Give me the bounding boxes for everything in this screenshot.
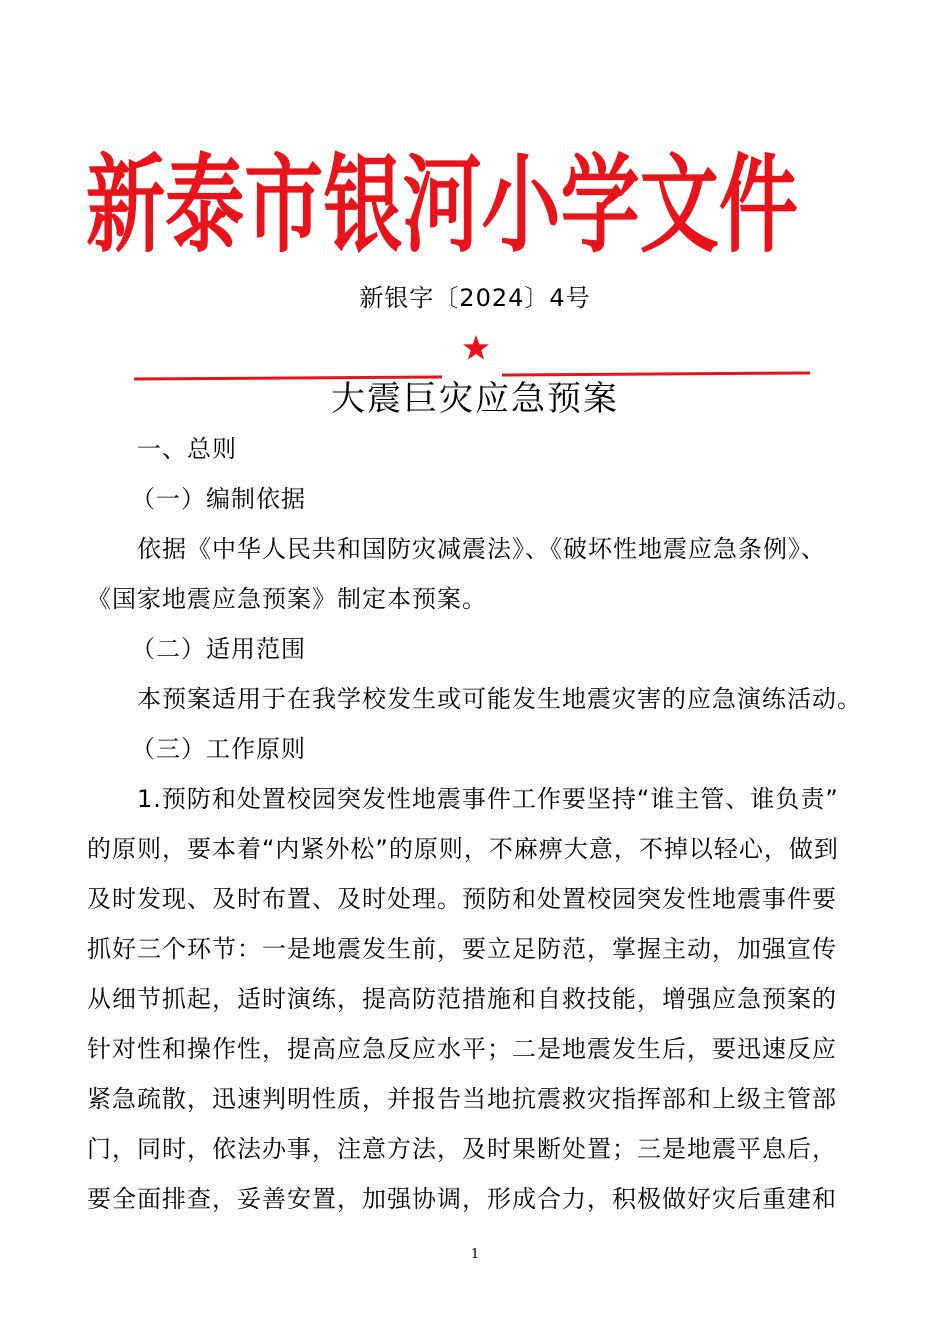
paragraph-line: 门，同时，依法办事，注意方法，及时果断处置；三是地震平息后， bbox=[87, 1135, 837, 1163]
paragraph-line: 《国家地震应急预案》制定本预案。 bbox=[87, 585, 487, 613]
paragraph-line: 要全面排查，妥善安置，加强协调，形成合力，积极做好灾后重建和 bbox=[87, 1185, 837, 1213]
paragraph-line: 从细节抓起，适时演练，提高防范措施和自救技能，增强应急预案的 bbox=[87, 985, 837, 1013]
paragraph-line: 抓好三个环节：一是地震发生前，要立足防范，掌握主动，加强宣传 bbox=[87, 935, 837, 963]
section-heading-general: 一、总则 bbox=[137, 435, 237, 463]
red-star-icon bbox=[462, 334, 490, 362]
subsection-heading-principles: （三）工作原则 bbox=[131, 735, 306, 763]
document-number: 新银字〔2024〕4号 bbox=[359, 284, 591, 312]
paragraph-line: 1.预防和处置校园突发性地震事件工作要坚持“谁主管、谁负责” bbox=[137, 785, 839, 813]
paragraph-line: 依据《中华人民共和国防灾减震法》、《破坏性地震应急条例》、 bbox=[137, 535, 826, 563]
document-body bbox=[87, 424, 877, 1224]
paragraph-line: 针对性和操作性，提高应急反应水平；二是地震发生后，要迅速反应 bbox=[87, 1035, 837, 1063]
paragraph-line: 本预案适用于在我学校发生或可能发生地震灾害的应急演练活动。 bbox=[137, 685, 862, 713]
org-masthead-title bbox=[86, 140, 826, 267]
subsection-heading-basis: （一）编制依据 bbox=[131, 485, 306, 513]
paragraph-line: 的原则，要本着“内紧外松”的原则，不麻痹大意，不掉以轻心，做到 bbox=[87, 835, 839, 863]
paragraph-line: 及时发现、及时布置、及时处理。预防和处置校园突发性地震事件要 bbox=[87, 885, 837, 913]
org-masthead-text: 新泰市银河小学文件 bbox=[86, 144, 798, 267]
paragraph-line: 紧急疏散，迅速判明性质，并报告当地抗震救灾指挥部和上级主管部 bbox=[87, 1085, 837, 1113]
document-title: 大震巨灾应急预案 bbox=[331, 379, 619, 419]
subsection-heading-scope: （二）适用范围 bbox=[131, 635, 306, 663]
page-number: 1 bbox=[470, 1247, 480, 1262]
